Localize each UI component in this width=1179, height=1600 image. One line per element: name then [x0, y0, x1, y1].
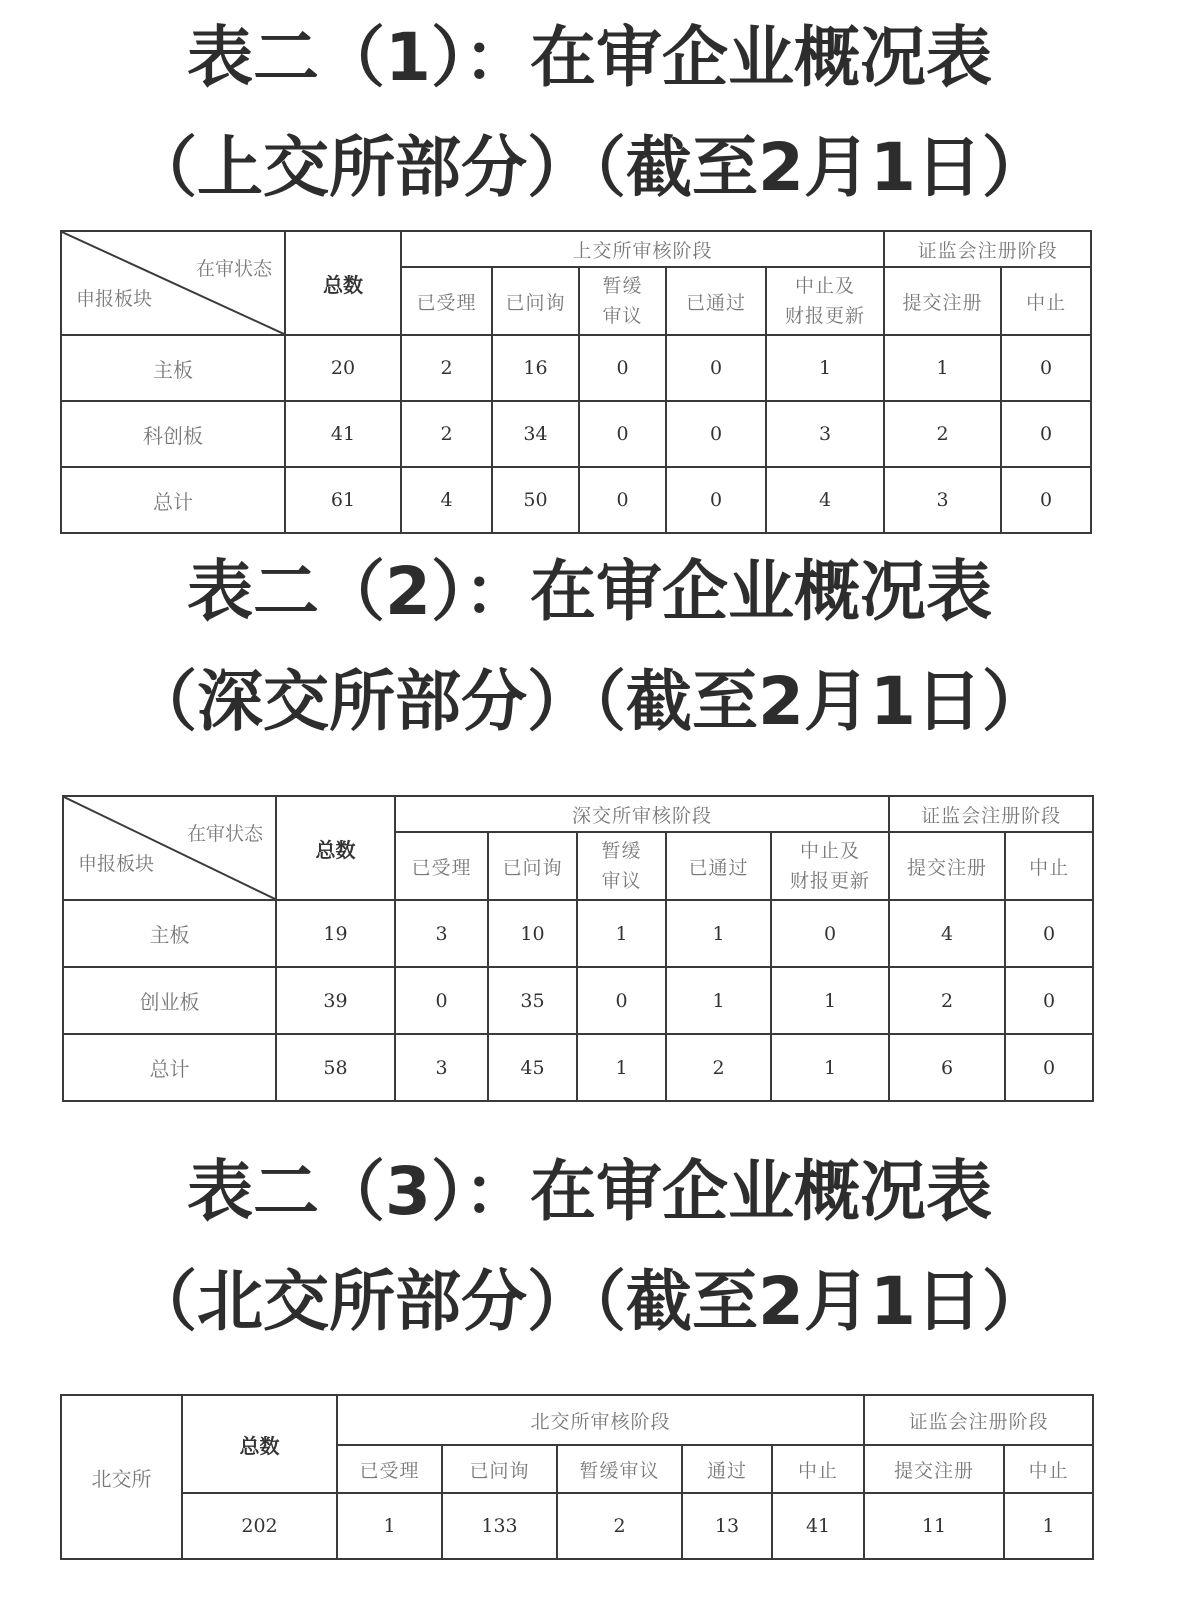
- table3-col-suspended: 中止: [1004, 1445, 1093, 1493]
- cell: 1: [1004, 1493, 1093, 1559]
- table-row: [61, 335, 1091, 401]
- table2-title-line1: 表二（2）：在审企业概况表: [187, 553, 992, 630]
- cell: 2: [557, 1493, 682, 1559]
- cell: 1: [666, 967, 771, 1034]
- cell-total: 19: [276, 900, 395, 967]
- table3-beijing: [60, 1394, 1094, 1560]
- row-label: 总计: [61, 467, 285, 533]
- cell: 1: [666, 900, 771, 967]
- cell: 0: [771, 900, 889, 967]
- table1-col-suspended-update: 中止及 财报更新: [766, 267, 884, 335]
- cell: 2: [401, 401, 492, 467]
- table3-col-accepted: 已受理: [337, 1445, 442, 1493]
- cell: 0: [579, 401, 666, 467]
- table2-corner-cell: [63, 796, 276, 900]
- table2-col-inquired: 已问询: [488, 832, 577, 900]
- table2-csrc-header: 证监会注册阶段: [889, 796, 1093, 832]
- table1-col-accepted: 已受理: [401, 267, 492, 335]
- table3-total-header: 总数: [182, 1395, 337, 1493]
- cell: 0: [1001, 401, 1091, 467]
- table1-col-suspended: 中止: [1001, 267, 1091, 335]
- cell: 2: [884, 401, 1001, 467]
- cell: 1: [766, 335, 884, 401]
- cell: 3: [766, 401, 884, 467]
- cell-total: 61: [285, 467, 401, 533]
- cell: 0: [1005, 1034, 1093, 1101]
- table2-col-suspended-update: 中止及 财报更新: [771, 832, 889, 900]
- table2-col-deferred: 暂缓 审议: [577, 832, 666, 900]
- table3-title-line2: （北交所部分）（截至2月1日）: [131, 1263, 1048, 1340]
- table2-col-submitted: 提交注册: [889, 832, 1005, 900]
- row-label: 主板: [61, 335, 285, 401]
- cell: 0: [666, 467, 766, 533]
- cell: 3: [395, 1034, 488, 1101]
- table3-col-inquired: 已问询: [442, 1445, 557, 1493]
- cell: 34: [492, 401, 579, 467]
- table-row: [61, 401, 1091, 467]
- table1-col-passed: 已通过: [666, 267, 766, 335]
- table3-title-line1: 表二（3）：在审企业概况表: [187, 1153, 992, 1230]
- table2-corner-board: 申报板块: [78, 853, 155, 875]
- cell: 0: [1001, 335, 1091, 401]
- cell-total: 41: [285, 401, 401, 467]
- cell: 10: [488, 900, 577, 967]
- cell: 0: [579, 467, 666, 533]
- table-row: [61, 1493, 1093, 1559]
- cell: 2: [401, 335, 492, 401]
- table2-total-header: 总数: [276, 796, 395, 900]
- cell: 0: [577, 967, 666, 1034]
- cell: 1: [771, 1034, 889, 1101]
- row-label: 主板: [63, 900, 276, 967]
- table3-csrc-header: 证监会注册阶段: [864, 1395, 1093, 1445]
- cell-total: 39: [276, 967, 395, 1034]
- table1-shanghai: [60, 230, 1092, 534]
- table2-title-line2: （深交所部分）（截至2月1日）: [131, 663, 1048, 740]
- table3-row-label: 北交所: [61, 1395, 182, 1559]
- table-row: [63, 900, 1093, 967]
- cell: 11: [864, 1493, 1004, 1559]
- table3-col-deferred: 暂缓审议: [557, 1445, 682, 1493]
- cell: 2: [889, 967, 1005, 1034]
- table2-stage-header: 深交所审核阶段: [395, 796, 889, 832]
- row-label: 创业板: [63, 967, 276, 1034]
- table1-col-submitted: 提交注册: [884, 267, 1001, 335]
- table2-corner-status: 在审状态: [186, 823, 263, 845]
- table1-stage-header: 上交所审核阶段: [401, 231, 884, 267]
- table3-col-submitted: 提交注册: [864, 1445, 1004, 1493]
- table-row: [61, 467, 1091, 533]
- cell: 50: [492, 467, 579, 533]
- table1-corner-status: 在审状态: [195, 258, 272, 280]
- cell: 1: [884, 335, 1001, 401]
- cell: 13: [682, 1493, 772, 1559]
- cell: 1: [577, 900, 666, 967]
- cell: 0: [579, 335, 666, 401]
- cell-total: 20: [285, 335, 401, 401]
- cell: 4: [401, 467, 492, 533]
- cell: 4: [889, 900, 1005, 967]
- table1-total-header: 总数: [285, 231, 401, 335]
- table-row: [63, 967, 1093, 1034]
- table1-title-line2: （上交所部分）（截至2月1日）: [131, 129, 1048, 206]
- cell: 2: [666, 1034, 771, 1101]
- table3-col-suspended-review: 中止: [772, 1445, 864, 1493]
- cell: 45: [488, 1034, 577, 1101]
- table1-title-line1: 表二（1）：在审企业概况表: [187, 19, 992, 96]
- cell: 6: [889, 1034, 1005, 1101]
- table3-stage-header: 北交所审核阶段: [337, 1395, 864, 1445]
- cell: 0: [666, 401, 766, 467]
- cell: 3: [395, 900, 488, 967]
- row-label: 总计: [63, 1034, 276, 1101]
- table2-col-suspended: 中止: [1005, 832, 1093, 900]
- cell: 0: [395, 967, 488, 1034]
- table1-corner-board: 申报板块: [76, 288, 153, 310]
- table1-csrc-header: 证监会注册阶段: [884, 231, 1091, 267]
- cell: 0: [666, 335, 766, 401]
- table2-col-passed: 已通过: [666, 832, 771, 900]
- table1-col-deferred: 暂缓 审议: [579, 267, 666, 335]
- table2-col-accepted: 已受理: [395, 832, 488, 900]
- cell: 0: [1005, 900, 1093, 967]
- cell: 0: [1001, 467, 1091, 533]
- table-row: [63, 1034, 1093, 1101]
- cell: 16: [492, 335, 579, 401]
- row-label: 科创板: [61, 401, 285, 467]
- table2-shenzhen: [62, 795, 1094, 1102]
- cell: 41: [772, 1493, 864, 1559]
- cell: 1: [577, 1034, 666, 1101]
- cell-total: 202: [182, 1493, 337, 1559]
- table3-col-passed: 通过: [682, 1445, 772, 1493]
- cell: 1: [771, 967, 889, 1034]
- cell: 1: [337, 1493, 442, 1559]
- cell: 35: [488, 967, 577, 1034]
- cell: 3: [884, 467, 1001, 533]
- table1-corner-cell: [61, 231, 285, 335]
- cell: 4: [766, 467, 884, 533]
- cell: 133: [442, 1493, 557, 1559]
- cell: 0: [1005, 967, 1093, 1034]
- cell-total: 58: [276, 1034, 395, 1101]
- table1-col-inquired: 已问询: [492, 267, 579, 335]
